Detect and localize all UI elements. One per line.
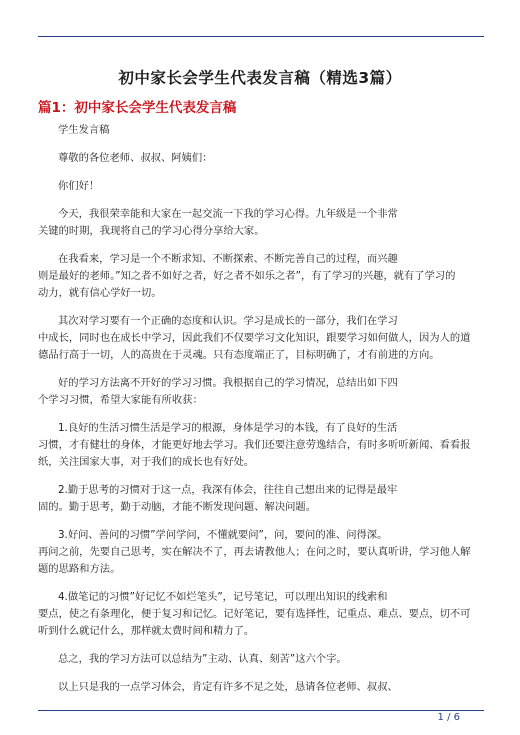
paragraph <box>38 482 484 516</box>
paragraph-line: 中成长，同时也在成长中学习，因此我们不仅要学习文化知识，跟要学习如何做人，因为人的道 <box>38 332 471 344</box>
paragraph-line: 你们好！ <box>58 180 100 192</box>
document-body <box>38 122 484 707</box>
paragraph-line: 要点，使之有条理化，便于复习和记忆。记好笔记，要有选择性，记重点、难点、要点，切不可 <box>38 608 471 620</box>
paragraph-line: 今天，我很荣幸能和大家在一起交流一下我的学习心得。九年级是一个非常 <box>58 208 398 220</box>
paragraph <box>38 651 484 668</box>
paragraph-line: 再问之前，先要自己思考，实在解决不了，再去请教他人；在问之时，要认真听讲，学习他人解 <box>38 546 471 558</box>
paragraph-line: 1.良好的生活习惯生活是学习的根源，身体是学习的本钱，有了良好的生活 <box>58 422 398 434</box>
paragraph-line: 其次对学习要有一个正确的态度和认识。学习是成长的一部分，我们在学习 <box>58 315 398 327</box>
paragraph-line: 关键的时期，我现将自己的学习心得分享给大家。 <box>38 225 265 237</box>
paragraph <box>38 313 484 364</box>
paragraph-line: 好的学习方法离不开好的学习习惯。我根据自己的学习情况，总结出如下四 <box>58 377 398 389</box>
paragraph-line: 听到什么就记什么，那样就太费时间和精力了。 <box>38 625 255 637</box>
footer-rule <box>38 710 484 711</box>
paragraph <box>38 527 484 578</box>
paragraph <box>38 150 484 167</box>
paragraph-line: 纸，关注国家大事，对于我们的成长也有好处。 <box>38 456 255 468</box>
paragraph-line: 固的。勤于思考，勤于动脑，才能不断发现问题、解决问题。 <box>38 501 317 513</box>
paragraph-line: 以上只是我的一点学习体会，肯定有许多不足之处，恳请各位老师、叔叔、 <box>58 681 398 693</box>
paragraph <box>38 375 484 409</box>
paragraph-line: 尊敬的各位老师、叔叔、阿姨们： <box>58 152 213 164</box>
paragraph-line: 动力，就有信心学好一切。 <box>38 287 162 299</box>
paragraph <box>38 206 484 240</box>
paragraph-line: 2.勤于思考的习惯对于这一点，我深有体会，往往自己想出来的记得是最牢 <box>58 484 398 496</box>
paragraph <box>38 679 484 696</box>
paragraph-line: 题的思路和方法。 <box>38 563 121 575</box>
paragraph-line: 在我看来，学习是一个不断求知、不断探索、不断完善自己的过程，而兴趣 <box>58 253 398 265</box>
paragraph <box>38 122 484 139</box>
paragraph <box>38 589 484 640</box>
paragraph-line: 3.好问、善问的习惯”学问学问，不懂就要问”，问，要问的准、问得深。 <box>58 529 388 541</box>
paragraph-line: 总之，我的学习方法可以总结为”主动、认真、刻苦”这六个字。 <box>58 653 347 665</box>
page-indicator: 1 / 6 <box>437 712 460 723</box>
document-title: 初中家长会学生代表发言稿（精选3篇） <box>118 69 402 87</box>
paragraph-line: 学生发言稿 <box>58 124 110 136</box>
paragraph <box>38 420 484 471</box>
header-rule <box>38 36 484 37</box>
paragraph-line: 4.做笔记的习惯”好记忆不如烂笔头”，记号笔记，可以理出知识的线索和 <box>58 591 388 603</box>
paragraph-line: 德品行高于一切，人的高贵在于灵魂。只有态度端正了，目标明确了，才有前进的方向。 <box>38 349 440 361</box>
paragraph <box>38 251 484 302</box>
paragraph-line: 习惯，才有健壮的身体，才能更好地去学习。我们还要注意劳逸结合，有时多听听新闻、看看报 <box>38 439 471 451</box>
paragraph-line: 则是最好的老师。”知之者不如好之者，好之者不如乐之者”，有了学习的兴趣，就有了学习的 <box>38 270 456 282</box>
paragraph <box>38 178 484 195</box>
paragraph-line: 个学习习惯，希望大家能有所收获： <box>38 394 203 406</box>
section-heading: 篇1：初中家长会学生代表发言稿 <box>38 100 237 116</box>
